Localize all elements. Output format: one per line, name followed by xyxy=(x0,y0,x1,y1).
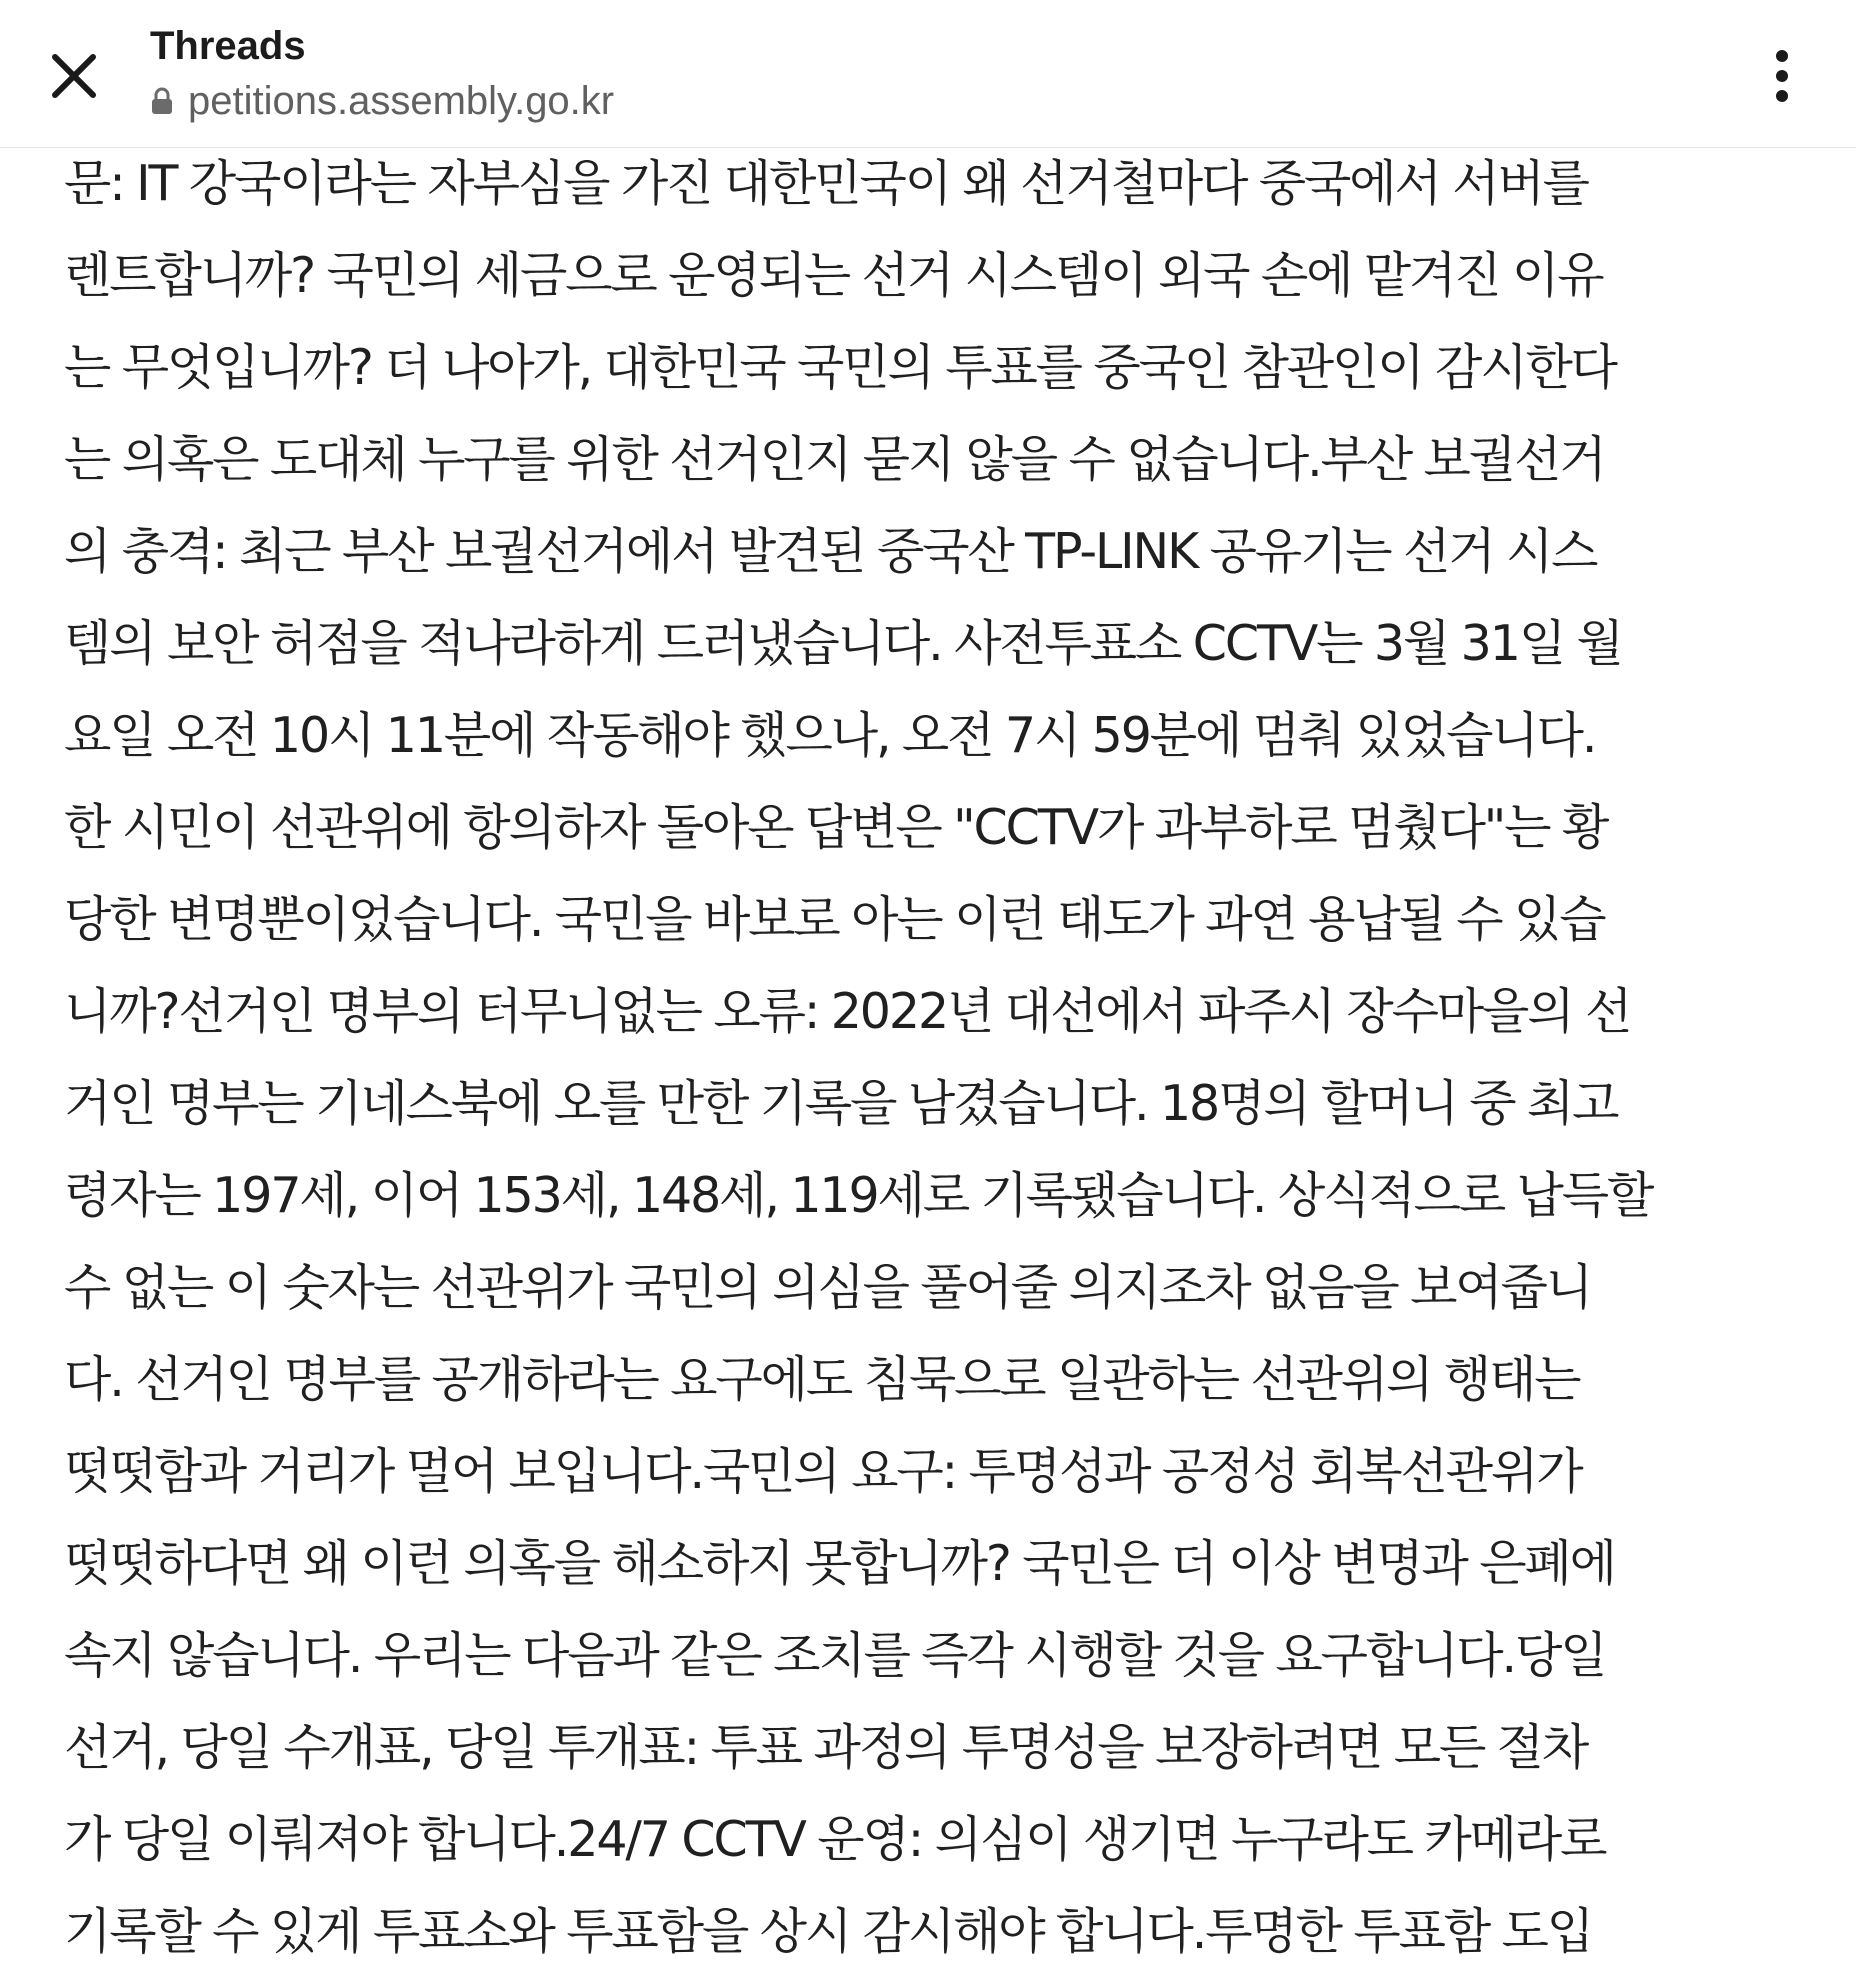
article-line: 선거, 당일 수개표, 당일 투개표: 투표 과정의 투명성을 보장하려면 모든 절차 xyxy=(64,1719,1588,1776)
article-body xyxy=(64,138,1804,1960)
article-line: 는 의혹은 도대체 누구를 위한 선거인지 묻지 않을 수 없습니다.부산 보궐선거 xyxy=(64,431,1605,488)
article-line: 문: IT 강국이라는 자부심을 가진 대한민국이 왜 선거철마다 중국에서 서버를 xyxy=(64,155,1588,212)
article-line: 기록할 수 있게 투표소와 투표함을 상시 감시해야 합니다.투명한 투표함 도입 xyxy=(64,1903,1593,1960)
article-line: 당한 변명뿐이었습니다. 국민을 바보로 아는 이런 태도가 과연 용납될 수 있습 xyxy=(64,891,1605,948)
article-line: 한 시민이 선관위에 항의하자 돌아온 답변은 "CCTV가 과부하로 멈췄다"는 황 xyxy=(64,799,1608,856)
article-line: 떳떳함과 거리가 멀어 보입니다.국민의 요구: 투명성과 공정성 회복선관위가 xyxy=(64,1443,1582,1500)
article-line: 는 무엇입니까? 더 나아가, 대한민국 국민의 투표를 중국인 참관인이 감시한다 xyxy=(64,339,1616,396)
article-line: 수 없는 이 숫자는 선관위가 국민의 의심을 풀어줄 의지조차 없음을 보여줍니 xyxy=(64,1259,1592,1316)
article-line: 다. 선거인 명부를 공개하라는 요구에도 침묵으로 일관하는 선관위의 행태는 xyxy=(64,1351,1580,1408)
article-line: 의 충격: 최근 부산 보궐선거에서 발견된 중국산 TP-LINK 공유기는 선거 시스 xyxy=(64,523,1597,580)
article-line: 떳떳하다면 왜 이런 의혹을 해소하지 못합니까? 국민은 더 이상 변명과 은폐에 xyxy=(64,1535,1615,1592)
article-line: 거인 명부는 기네스북에 오를 만한 기록을 남겼습니다. 18명의 할머니 중 최고 xyxy=(64,1075,1618,1132)
page-url: petitions.assembly.go.kr xyxy=(188,79,615,123)
url-row xyxy=(150,76,1650,126)
article-line: 령자는 197세, 이어 153세, 148세, 119세로 기록됐습니다. 상식적으로 납득할 xyxy=(64,1167,1653,1224)
browser-top-bar xyxy=(0,0,1856,148)
close-button[interactable] xyxy=(36,38,112,114)
article-line: 요일 오전 10시 11분에 작동해야 했으나, 오전 7시 59분에 멈춰 있었습니다. xyxy=(64,707,1596,764)
more-options-button[interactable] xyxy=(1752,40,1812,112)
article-line: 속지 않습니다. 우리는 다음과 같은 조치를 즉각 시행할 것을 요구합니다.당일 xyxy=(64,1627,1606,1684)
lock-icon xyxy=(150,87,174,115)
close-icon xyxy=(36,38,112,114)
page-title-block xyxy=(150,20,1650,126)
article-line: 템의 보안 허점을 적나라하게 드러냈습니다. 사전투표소 CCTV는 3월 31일 월 xyxy=(64,615,1622,672)
article-line: 렌트합니까? 국민의 세금으로 운영되는 선거 시스템이 외국 손에 맡겨진 이유 xyxy=(64,247,1603,304)
more-vertical-icon xyxy=(1752,40,1812,112)
article-line: 가 당일 이뤄져야 합니다.24/7 CCTV 운영: 의심이 생기면 누구라도 카메라로 xyxy=(64,1811,1606,1868)
page-title: Threads xyxy=(150,24,306,68)
article-line: 니까?선거인 명부의 터무니없는 오류: 2022년 대선에서 파주시 장수마을의 선 xyxy=(64,983,1631,1040)
